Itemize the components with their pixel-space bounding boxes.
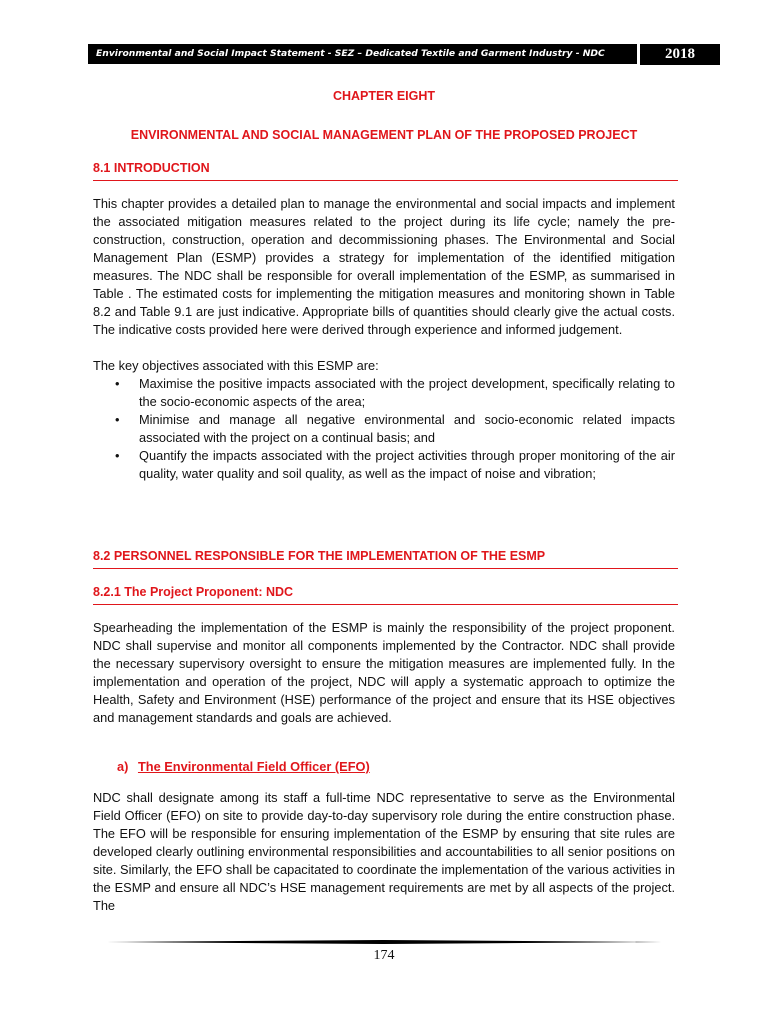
objective-text: Minimise and manage all negative environmental and socio-economic related impacts associated with the project on a continual basis; and [139,412,675,445]
chapter-title: ENVIRONMENTAL AND SOCIAL MANAGEMENT PLAN OF THE PROPOSED PROJECT [130,128,638,142]
section-heading-personnel: 8.2 PERSONNEL RESPONSIBLE FOR THE IMPLEMENTATION OF THE ESMP [93,549,678,569]
bullet-icon: • [115,448,120,463]
efo-paragraph: NDC shall designate among its staff a full-time NDC representative to serve as the Environmental Field Officer (EFO) on site to provide day-to-day supervisory role during the entire construction phase. The EFO will be responsible for ensuring implementation of the ESMP by ensuring that site rules are developed clearly outlining environmental responsibilities and accountabilities to all senior positions on site. Similarly, the EFO shall be capacitated to coordinate the implementation of the various activities in the ESMP and ensure all NDC’s HSE management requirements are met by all aspects of the project. The [93,790,675,913]
chapter-label: CHAPTER EIGHT [332,89,436,103]
header-year: 2018 [640,44,720,65]
efo-label: a) [117,759,129,774]
list-item [93,447,675,483]
objectives-intro: The key objectives associated with this ESMP are: [93,358,379,373]
section-heading-introduction: 8.1 INTRODUCTION [93,161,678,181]
header-title: Environmental and Social Impact Statement - SEZ – Dedicated Textile and Garment Industry - NDC [88,44,637,64]
efo-title: The Environmental Field Officer (EFO) [137,759,370,774]
efo-heading [117,759,370,774]
objective-text: Maximise the positive impacts associated with the project development, specifically relating to the socio-economic aspects of the area; [139,376,675,409]
objectives-list [93,375,675,483]
bullet-icon: • [115,412,120,427]
subsection-heading-proponent: 8.2.1 The Project Proponent: NDC [93,585,678,605]
proponent-paragraph: Spearheading the implementation of the ESMP is mainly the responsibility of the project proponent. NDC shall supervise and monitor all components implemented by the Contractor. NDC shall provide the necessary supervisory oversight to ensure the mitigation measures are implemented fully. In the implementation and operation of the project, NDC will apply a systematic approach to optimize the Health, Safety and Environment (HSE) performance of the project and ensure that its HSE objectives and management standards and goals are achieved. [93,620,675,725]
bullet-icon: • [115,376,120,391]
page-number: 174 [373,948,395,963]
list-item [93,375,675,411]
objective-text: Quantify the impacts associated with the project activities through proper monitoring of the air quality, water quality and soil quality, as well as the impact of noise and vibration; [139,448,675,481]
list-item [93,411,675,447]
footer-divider [106,940,662,944]
introduction-paragraph: This chapter provides a detailed plan to manage the environmental and social impacts and implement the associated mitigation measures related to the project during its life cycle; namely the pre-construction, construction, operation and decommissioning phases. The Environmental and Social Management Plan (ESMP) provides a strategy for implementation of the identified mitigation measures. The NDC shall be responsible for overall implementation of the ESMP, as summarised in Table . The estimated costs for implementing the mitigation measures and monitoring shown in Table 8.2 and Table 9.1 are just indicative. Appropriate bills of quantities should clearly give the actual costs. The indicative costs provided here were derived through experience and informed judgement. [93,196,675,337]
